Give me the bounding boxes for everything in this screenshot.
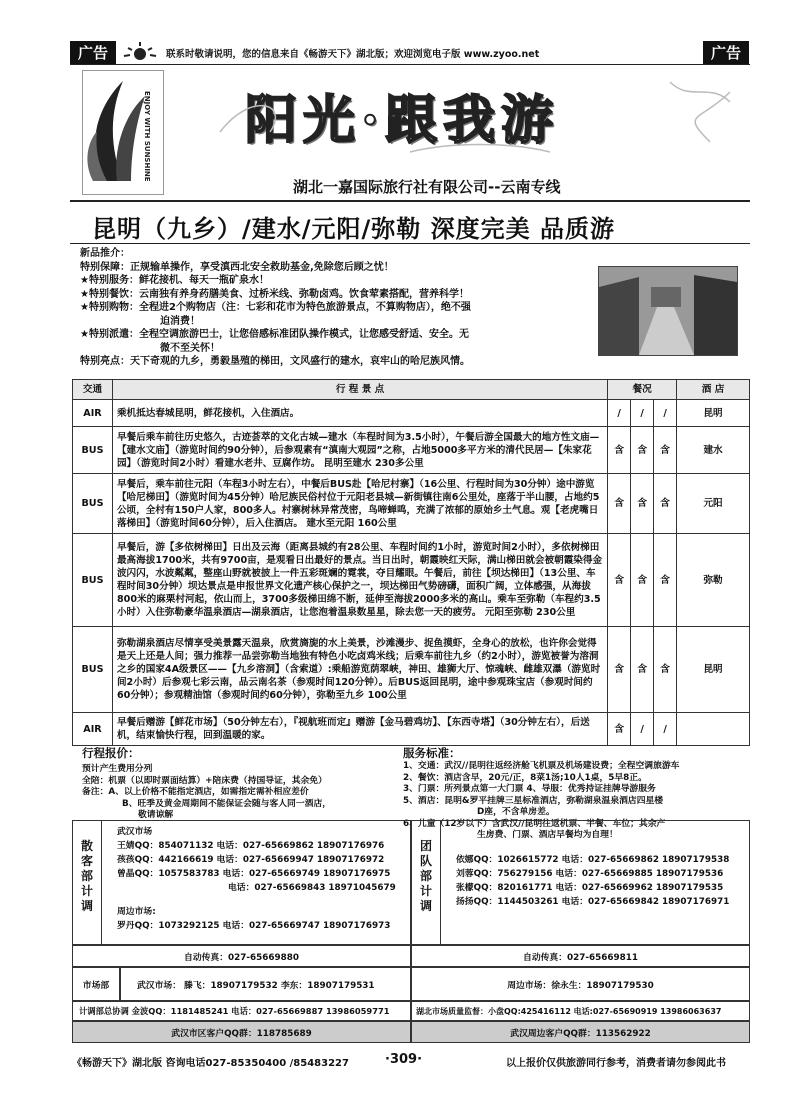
feature-line: 迫消费！ xyxy=(160,315,200,327)
fax-right: 自动传真：027-65669811 xyxy=(411,945,750,967)
table-row: BUS 早餐后，乘车前往元阳（车程3小时左右），中餐后BUS赴【哈尼村寨】（16公里、行程时间为30分钟）途中游览【哈尼梯田】（游览时间为45分钟）哈尼族民俗村位于元阳老县城—新街镇往南6公里处，座落于半山腰，占地约5公顷，全村有150户人家，800多人。村寨树林异常茂密，鸟啼蝉鸣，充满了浓郁的原始乡土气息。观【老虎嘴日落梯田】（游览时间60分钟），后入住酒店。 建水至元阳 160公里 含 含 含 元阳 xyxy=(73,474,750,534)
svg-text:ENJOY WITH SUNSHINE: ENJOY WITH SUNSHINE xyxy=(143,91,151,182)
pricing-title: 行程报价： xyxy=(82,746,140,760)
qq-group-right: 武汉周边客户QQ群：113562922 xyxy=(411,1021,750,1043)
table-row: BUS 弥勒湖泉酒店尽情享受美景露天温泉，欣赏旖旎的水上美景，沙滩漫步、捉鱼摸虾，全身心的放松，也许你会觉得是天上还是人间；强力推荐一品尝弥勒当地独有特色小吃卤鸡米线；后乘车前往九乡（约2小时），游览被誉为溶洞之乡的国家4A级景区——【九乡溶洞】（含索道）:乘船游览荫翠峡，神田、雄狮大厅、惊魂峡、雌雄双瀑（游览时间2小时）后参观七彩云南，品云南名茶（参观时间120分钟）。后BUS返回昆明，途中参观珠宝店（参观时间约60分钟）；参观精油馆（参观时间约60分钟），弥勒至九乡 100公里 含 含 含 昆明 xyxy=(73,627,750,713)
header-meals: 餐况 xyxy=(608,380,677,400)
feature-line: ★特别购物：全程进2个购物店（注：七彩和花市为特色旅游景点，不算购物店），绝不强 xyxy=(80,302,471,313)
coordination-left: 计调部总协调 金波QQ：1181485241 电话：027-65669887 13986059771 xyxy=(72,1001,411,1021)
route-title: 昆明（九乡）/建水/元阳/弥勒 深度完美 品质游 xyxy=(92,215,616,243)
footer-right: 以上报价仅供旅游同行参考，消费者请勿参阅此书 xyxy=(506,1058,726,1069)
features-intro: 新品推介： xyxy=(80,248,130,259)
coordination-right: 湖北市场质量监督：小盘QQ:425416112 电话:027-65690919 13986063637 xyxy=(411,1001,750,1021)
table-row: BUS 早餐后，游【多依树梯田】日出及云海（距离县城约有28公里、车程时间约1小时，游览时间2小时），多依树梯田最高海拔1700米，共有9700亩，是观看日出最好的景点。当日出时，朝霞映红天际，满山梯田就会被朝霞染得金波闪闪，水波粼粼，整座山野就被披上一件五彩斑斓的霓裳，夺目耀眼。午餐后，前往【坝达梯田】（13公里、车程时间30分钟）坝达景点是申报世界文化遗产核心保护之一，坝达梯田气势磅礴，面积广阔，立体感强，从海拔800米的麻栗村河起，依山而上，3700多级梯田绵不断，延伸至海拔2000多米的高山。乘车至弥勒（车程约3.5小时）入住弥勒豪华温泉酒店—湖泉酒店，让您泡着温泉数星星，除去您一天的疲劳。 元阳至弥勒 230公里 含 含 含 弥勒 xyxy=(73,534,750,627)
features-block xyxy=(80,247,592,369)
feature-line: ★特别餐饮：云南独有养身药膳美食、过桥米线、弥勒卤鸡。饮食荤素搭配，营养科学！ xyxy=(80,288,469,300)
travel-agency-logo xyxy=(82,70,164,195)
table-row: BUS 早餐后乘车前往历史悠久，古迹荟萃的文化古城—建水（车程时间为3.5小时），午餐后游全国最大的地方性文庙—【建水文庙】（游览时间约90分钟），后参观素有“滇南大观园”之称，占地5000多平方米的清代民居—【朱家花园】（游览时间2小时）看建水老井、豆腐作坊。 昆明至建水 230多公里 含 含 含 建水 xyxy=(73,427,750,474)
footer-left: 《畅游天下》湖北版 咨询电话027-85350400 /85483227 xyxy=(72,1058,349,1069)
route-rule xyxy=(70,243,750,244)
service-title: 服务标准： xyxy=(403,746,461,760)
group-contacts: 团队部计调 依娜QQ：1026615772 电话：027-65669862 18907179538 刘蓉QQ：756279156 电话：027-65669885 18907179536 张檬QQ：820161771 电话：027-65669962 18907179535 扬扬QQ：1144503261 电话：027-65669842 18907176971 xyxy=(411,820,750,945)
pricing-block: 行程报价： 预计产生费用分列 全陪：机票（以即时票面结算）+陪床费（持国导证，其余免） 备注：A、以上价格不能指定酒店，如需指定需补相应差价 B、旺季及黄金周期间不能保证会随与客人同一酒店， 敬请谅解 xyxy=(82,745,392,822)
ad-badge-left: 广告 xyxy=(70,41,116,65)
sun-logo-icon xyxy=(122,40,158,62)
old-town-photo xyxy=(598,266,738,356)
wuhan-title: 武汉市场 xyxy=(117,827,153,837)
header-notice: 联系时敬请说明，您的信息来自《畅游天下》湖北版；欢迎浏览电子版 www.zyoo.net xyxy=(166,49,540,60)
table-header-row xyxy=(73,380,750,400)
retail-label: 散客部计调 xyxy=(80,839,93,913)
market-label: 市场部 xyxy=(72,967,120,1001)
header-traffic: 交通 xyxy=(73,380,113,400)
periphery-title: 周边市场: xyxy=(117,907,156,917)
market-periphery: 周边市场：徐永生：18907179530 xyxy=(411,967,750,1001)
feature-line: ★特别派遣：全程空调旅游巴士，让您倍感标准团队操作模式，让您感受舒适、安全。无 xyxy=(80,329,469,340)
feature-line: ★特别服务：鲜花接机、每天一瓶矿泉水！ xyxy=(80,275,269,286)
table-row: AIR 乘机抵达春城昆明，鲜花接机，入住酒店。 / / / 昆明 xyxy=(73,400,750,427)
ad-badge-right: 广告 xyxy=(703,41,749,65)
market-wuhan: 武汉市场： 滕飞：18907179532 李东：18907179531 xyxy=(120,967,411,1001)
brand-title: 阳光·跟我游 xyxy=(245,90,560,151)
group-label: 团队部计调 xyxy=(419,839,432,913)
page-number: ·309· xyxy=(385,1052,423,1067)
retail-contacts: 散客部计调 武汉市场 王婧QQ：854071132 电话：027-65669862 18907176976 孩孩QQ：442166619 电话：027-65669947 18907176972 曾晶QQ：1057583783 电话：027-65669749 18907176975 电话：027-65669843 18971045679 周边市场: 罗丹QQ：1073292125 电话：027-65669747 18907176973 xyxy=(72,820,411,945)
company-name: 湖北一嘉国际旅行社有限公司--云南专线 xyxy=(293,178,561,196)
feature-line: 微不至关怀！ xyxy=(160,342,220,354)
header-route: 行 程 景 点 xyxy=(112,380,607,400)
brand-rule xyxy=(70,200,750,202)
feature-line: 特别亮点：天下奇观的九乡，勇毅垦殖的梯田，文风盛行的建水，哀牢山的哈尼族风情。 xyxy=(80,356,470,367)
header-rule xyxy=(70,64,750,65)
itinerary-table xyxy=(72,379,750,746)
qq-group-left: 武汉市区客户QQ群：118785689 xyxy=(72,1021,411,1043)
table-row: AIR 早餐后赠游【鲜花市场】（50分钟左右），『视航班而定』赠游【金马碧鸡坊】、【东西寺塔】（30分钟左右），后送机，结束愉快行程，回到温暖的家。 含 / / xyxy=(73,713,750,746)
feature-line: 特别保障：正规输单操作，享受滇西北安全救助基金,免除您后顾之忧！ xyxy=(80,261,394,273)
header-hotel: 酒 店 xyxy=(677,380,750,400)
fax-left: 自动传真：027-65669880 xyxy=(72,945,411,967)
service-block: 服务标准： 1、交通：武汉//昆明往返经济舱飞机票及机场建设费；全程空调旅游车 2、餐饮：酒店含早，20元/正，8菜1汤;10人1桌，5早8正。 3、门票：所列景点第一大门票 4、导服：优秀持证挂牌导游服务 5、酒店：昆明&罗平挂牌三星标准酒店，弥勒湖泉温泉酒店四星楼 D座，不含单房差。 6、儿童（12岁以下）含武汉//昆明往返机票、半餐、车位；其余产 生房费、门票、酒店早餐均为自理！ xyxy=(403,745,748,842)
